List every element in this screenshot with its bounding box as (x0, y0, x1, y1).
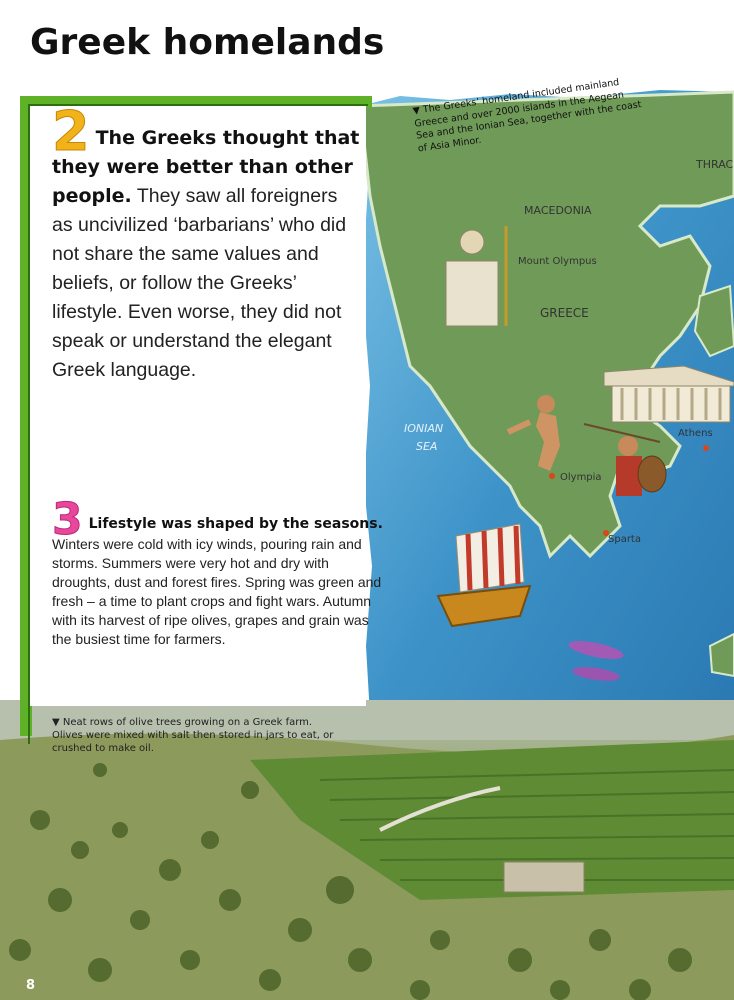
fact-3-number: 3 (52, 494, 83, 545)
fact-2 (52, 100, 362, 385)
fact-3-body: Winters were cold with icy winds, pouring rain and storms. Summers were very hot and dry with droughts, dust and forest fires. Spring was green and fresh – a time to plant crops and fight wars. Autumn with its harvest of ripe olives, grapes and grain was the busiest time for farmers. (52, 536, 382, 647)
map-caption: ▼ The Greeks’ homeland included mainland Greece and over 2000 islands in the Aegean Sea and the Ionian Sea, together with the coast of Asia Minor. (412, 76, 643, 155)
page-title: Greek homelands (30, 22, 385, 63)
page-number: 8 (26, 978, 36, 993)
fact-3 (52, 494, 384, 649)
fact-2-lead: The Greeks thought that they were better than other people. (52, 127, 360, 207)
map-label-mount-olympus: Mount Olympus (518, 256, 597, 267)
map-label-sparta: Sparta (608, 534, 641, 545)
map-label-thrace: THRAC (696, 158, 734, 171)
map-label-olympia: Olympia (560, 472, 602, 483)
map-illustration (360, 86, 734, 734)
map-label-athens: Athens (678, 428, 713, 439)
map-label-greece: GREECE (540, 306, 589, 320)
fact-3-lead: Lifestyle was shaped by the seasons. (88, 516, 383, 532)
map-label-macedonia: MACEDONIA (524, 204, 592, 217)
map-label-ionian-sea-1: IONIAN (404, 422, 444, 435)
map-label-ionian-sea-2: SEA (416, 440, 438, 453)
fact-2-number: 2 (52, 100, 90, 163)
fact-2-body: They saw all foreigners as uncivilized ‘barbarians’ who did not share the same values and beliefs, or follow the Greeks’ lifestyle. Even worse, they did not speak or understand the elegant Greek language. (52, 185, 347, 381)
map-graphic (360, 86, 734, 734)
photo-caption: ▼ Neat rows of olive trees growing on a Greek farm. Olives were mixed with salt then stored in jars to eat, or crushed to make oil. (52, 717, 334, 754)
